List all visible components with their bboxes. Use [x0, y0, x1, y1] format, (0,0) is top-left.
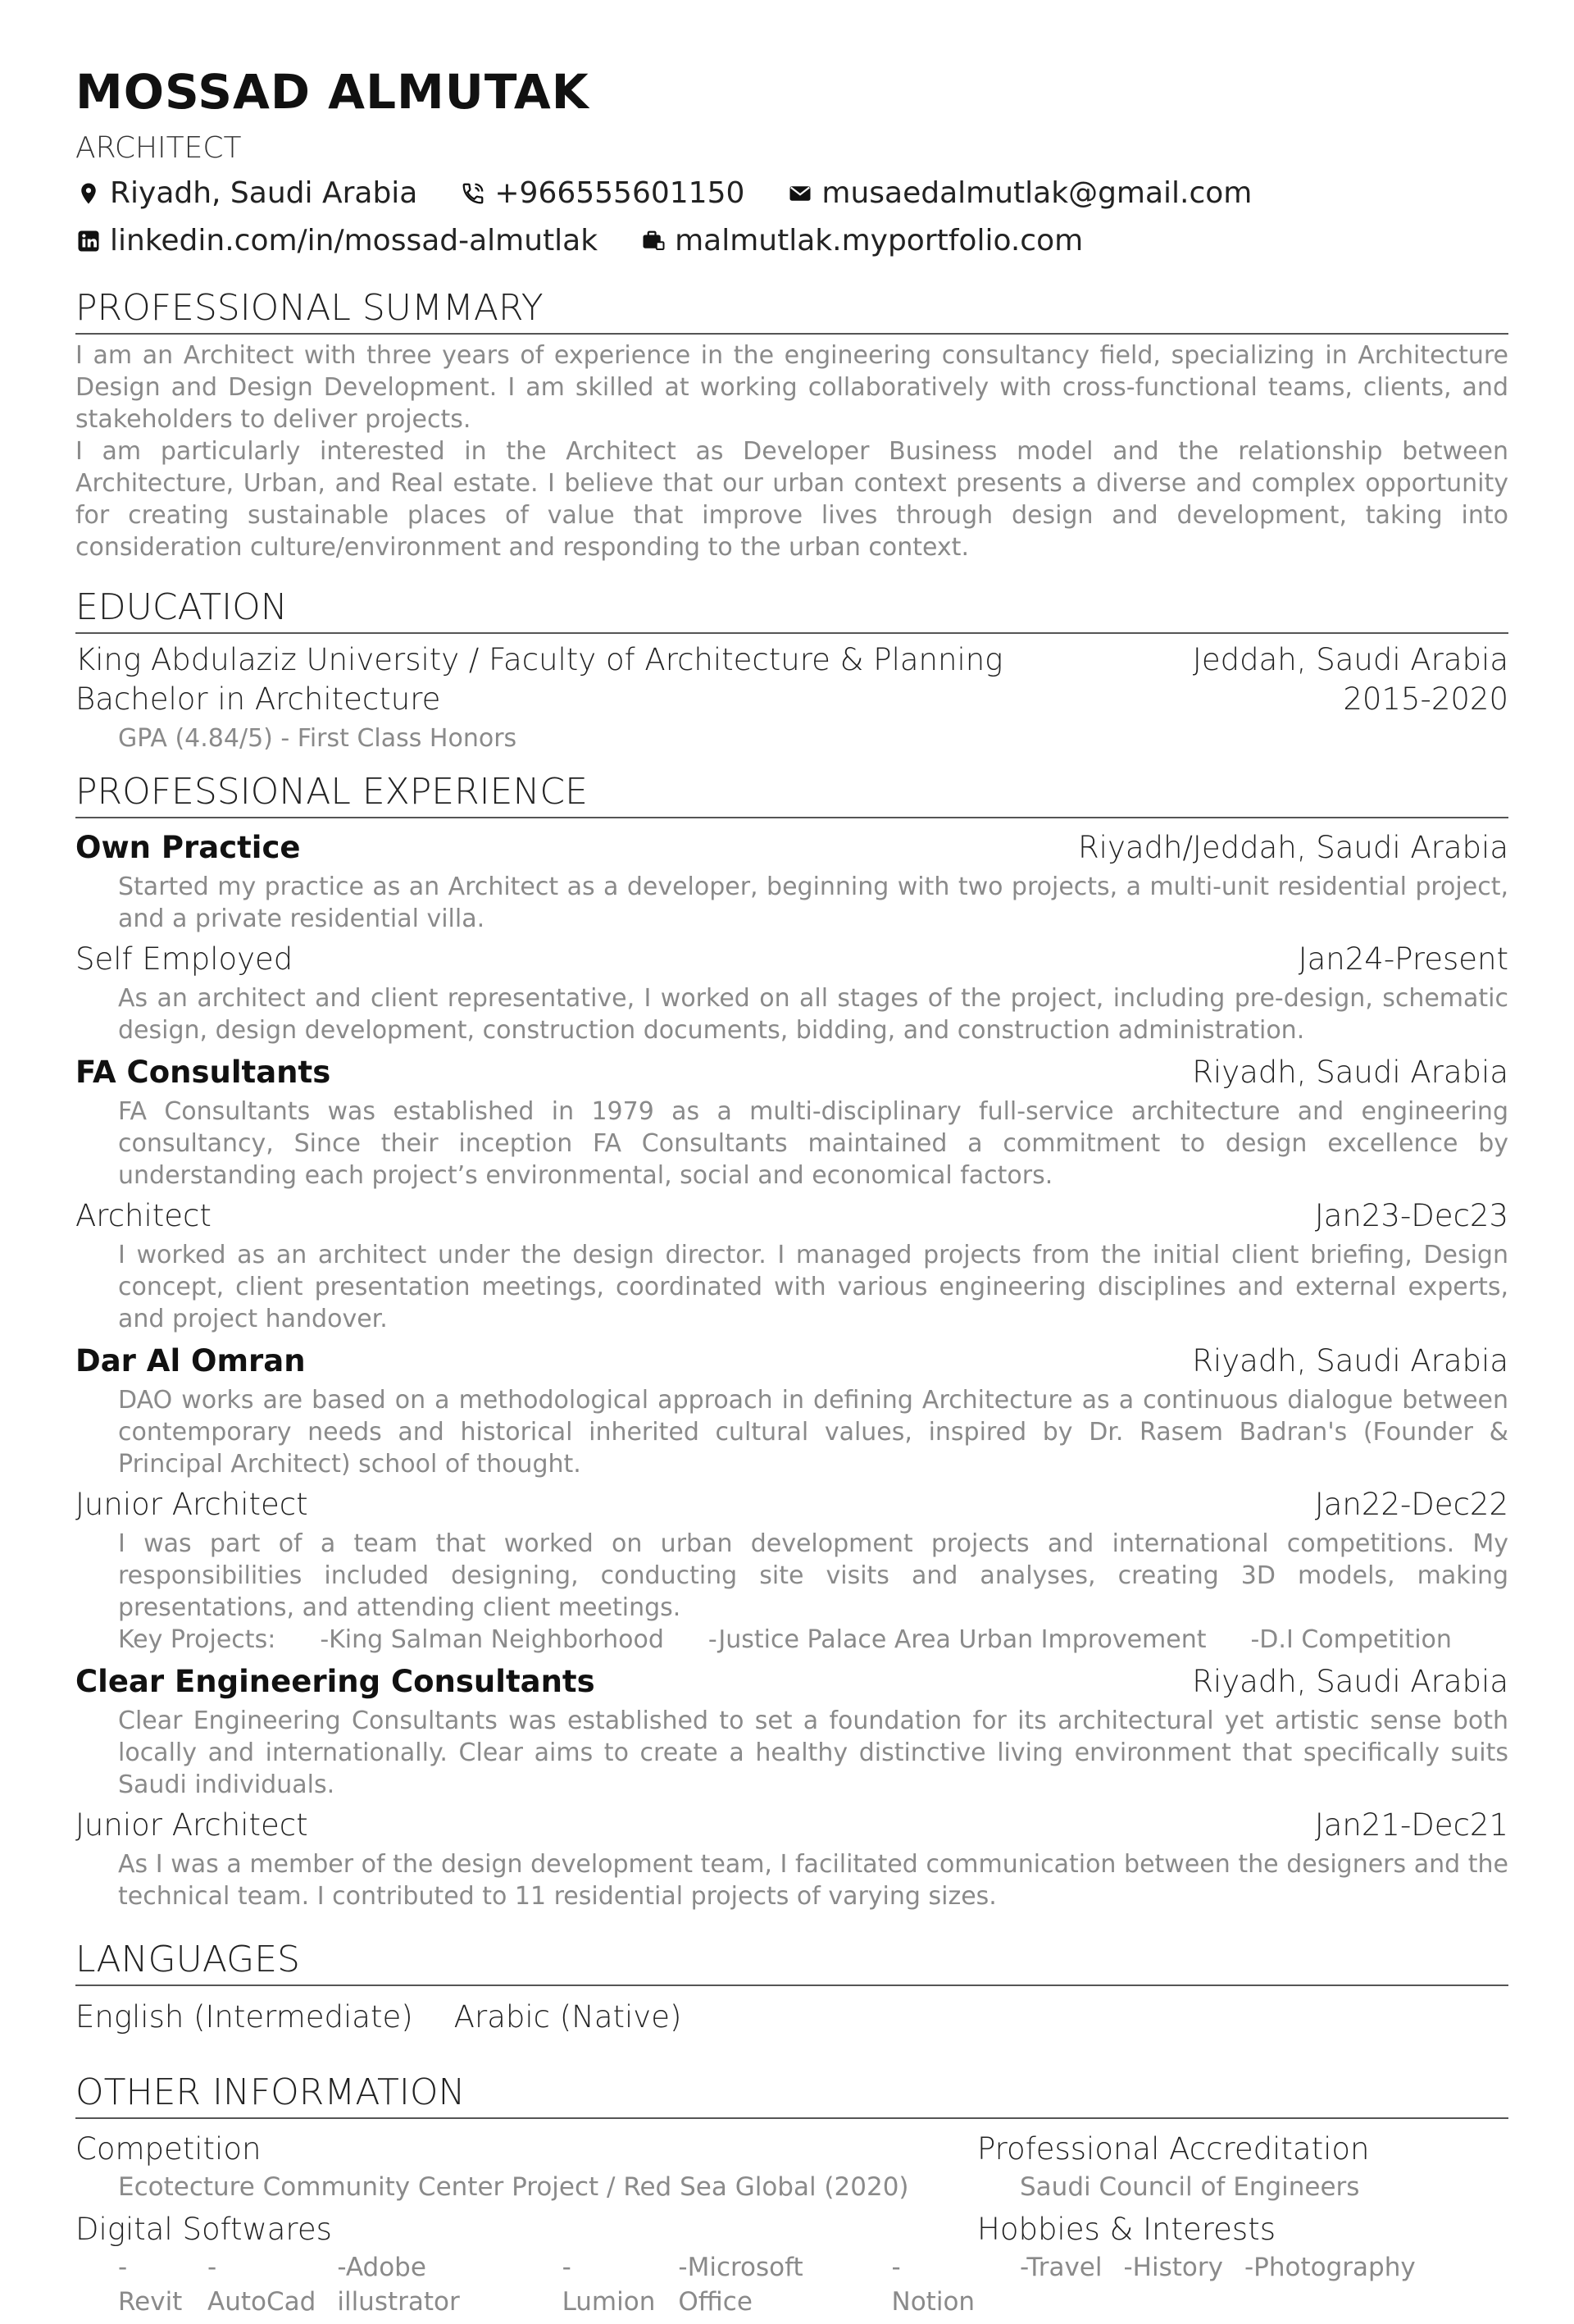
- job-entry: [75, 1342, 1508, 1656]
- map-pin-icon: [75, 180, 102, 207]
- candidate-title: ARCHITECT: [75, 131, 242, 165]
- software-item: -Revit: [118, 2253, 183, 2317]
- job-role: Architect: [75, 1198, 212, 1233]
- key-projects-label: Key Projects:: [118, 1625, 276, 1654]
- other-info-section: [75, 2070, 1508, 2324]
- job-location: Riyadh, Saudi Arabia: [1192, 1664, 1508, 1699]
- job-company: Own Practice: [75, 830, 301, 865]
- contact-row-2: [75, 218, 1508, 264]
- key-projects: [118, 1624, 1508, 1656]
- hobbies-list: [1020, 2250, 1508, 2285]
- job-company-desc: Started my practice as an Architect as a developer, beginning with two projects, a multi-unit residential project, and a private residential villa.: [118, 873, 1508, 933]
- accreditation-block: [977, 2129, 1508, 2204]
- job-company-desc: Clear Engineering Consultants was established to set a foundation for its architectural yet artistic sense both locally and internationally. Clear aims to create a healthy distinctive living environment that specifically suits Saudi individuals.: [118, 1707, 1508, 1799]
- contact-location: [75, 171, 417, 216]
- job-entry: [75, 1662, 1508, 1912]
- job-location: Riyadh/Jeddah, Saudi Arabia: [1077, 830, 1508, 865]
- accreditation-value: Saudi Council of Engineers: [1020, 2172, 1360, 2202]
- summary-paragraph-1: I am an Architect with three years of experience in the engineering consultancy field, specializing in Architecture Design and Design Development. I am skilled at working collaboratively with cross-functional teams, clients, and stakeholders to deliver projects.: [75, 341, 1508, 434]
- competition-value: Ecotecture Community Center Project / Red Sea Global (2020): [118, 2172, 909, 2202]
- degree-years: 2015-2020: [1343, 681, 1508, 717]
- job-role-row: [75, 940, 1508, 979]
- linkedin-text: linkedin.com/in/mossad-almutlak: [110, 224, 598, 257]
- job-location: Riyadh, Saudi Arabia: [1192, 1343, 1508, 1378]
- competition-block: [75, 2129, 977, 2204]
- job-company: FA Consultants: [75, 1055, 331, 1090]
- other-info-heading: OTHER INFORMATION: [75, 2070, 1508, 2119]
- job-company-desc: FA Consultants was established in 1979 as a multi-disciplinary full-service architecture and engineering consultancy, Since their inception FA Consultants maintained a commitment to design excellence by understanding each project’s environmental, social and economical factors.: [118, 1097, 1508, 1190]
- job-role-desc: I was part of a team that worked on urban development projects and international competitions. My responsibilities included designing, conducting site visits and analyses, creating 3D models, making presentations, and attending client meetings.: [118, 1529, 1508, 1622]
- job-company: Dar Al Omran: [75, 1343, 306, 1378]
- gpa-text: GPA (4.84/5) - First Class Honors: [118, 724, 517, 753]
- job-location: Riyadh, Saudi Arabia: [1192, 1055, 1508, 1090]
- hobby-item: -History: [1123, 2253, 1223, 2282]
- languages-list: [75, 1994, 1508, 2040]
- portfolio-icon: [640, 228, 666, 254]
- languages-section: [75, 1937, 1508, 2040]
- job-company-row: [75, 1053, 1508, 1092]
- hobbies-block: [977, 2209, 1508, 2319]
- contact-linkedin[interactable]: [75, 218, 598, 264]
- degree-name: Bachelor in Architecture: [75, 681, 441, 717]
- other-info-grid: [75, 2129, 1508, 2324]
- location-text: Riyadh, Saudi Arabia: [110, 176, 418, 210]
- summary-paragraph-2: I am particularly interested in the Architect as Developer Business model and the relationship between Architecture, Urban, and Real estate. I believe that our urban context presents a diverse and complex opportunity for creating sustainable places of value that improve lives through design and development, taking into consideration culture/environment and responding to the urban context.: [75, 437, 1508, 562]
- hobbies-label: Hobbies & Interests: [977, 2212, 1276, 2247]
- job-role: Junior Architect: [75, 1807, 308, 1843]
- experience-heading: PROFESSIONAL EXPERIENCE: [75, 769, 1508, 818]
- school-location: Jeddah, Saudi Arabia: [1192, 642, 1508, 677]
- software-block: [75, 2209, 977, 2319]
- software-item: -Adobe illustrator: [337, 2253, 460, 2317]
- job-role-desc: As I was a member of the design development team, I facilitated communication between the designers and the technical team. I contributed to 11 residential projects of varying sizes.: [118, 1850, 1508, 1911]
- education-heading: EDUCATION: [75, 585, 1508, 634]
- contact-phone[interactable]: [460, 171, 744, 216]
- resume-header: [75, 57, 1508, 264]
- job-entry: [75, 1053, 1508, 1335]
- summary-heading: PROFESSIONAL SUMMARY: [75, 285, 1508, 335]
- job-dates: Jan23-Dec23: [1314, 1198, 1508, 1233]
- software-item: -Lumion: [562, 2253, 656, 2317]
- phone-icon: [460, 180, 486, 207]
- job-entry: [75, 828, 1508, 1046]
- job-role: Self Employed: [75, 941, 293, 977]
- job-company-row: [75, 828, 1508, 868]
- linkedin-icon: [75, 228, 102, 254]
- software-item: -Microsoft Office: [678, 2253, 803, 2317]
- key-project-item: -Justice Palace Area Urban Improvement: [707, 1625, 1207, 1654]
- accreditation-label: Professional Accreditation: [977, 2131, 1370, 2167]
- languages-heading: LANGUAGES: [75, 1937, 1508, 1986]
- job-role-row: [75, 1806, 1508, 1845]
- job-dates: Jan21-Dec21: [1314, 1807, 1508, 1843]
- job-dates: Jan24-Present: [1298, 941, 1508, 977]
- job-role: Junior Architect: [75, 1487, 308, 1522]
- education-section: [75, 585, 1508, 754]
- job-role-desc: As an architect and client representative, I worked on all stages of the project, including pre-design, schematic design, design development, construction documents, bidding, and construction administration.: [118, 984, 1508, 1045]
- experience-section: [75, 769, 1508, 1912]
- competition-label: Competition: [75, 2131, 262, 2167]
- language-item: English (Intermediate): [75, 1999, 413, 2035]
- education-degree-row: [75, 680, 1508, 719]
- job-company-row: [75, 1342, 1508, 1381]
- job-role-row: [75, 1485, 1508, 1524]
- email-text: musaedalmutlak@gmail.com: [821, 176, 1253, 210]
- hobby-item: -Photography: [1244, 2253, 1416, 2282]
- software-list: [118, 2250, 977, 2319]
- job-company-row: [75, 1662, 1508, 1702]
- school-name: King Abdulaziz University / Faculty of Architecture & Planning: [75, 642, 1003, 677]
- resume-page: [75, 57, 1508, 2324]
- software-item: -Notion: [891, 2253, 976, 2317]
- job-company-desc: DAO works are based on a methodological approach in defining Architecture as a continuous dialogue between contemporary needs and historical inherited cultural values, inspired by Dr. Rasem Badran's (Founder & Principal Architect) school of thought.: [118, 1386, 1508, 1479]
- key-project-item: -D.I Competition: [1250, 1625, 1452, 1654]
- job-role-row: [75, 1196, 1508, 1236]
- portfolio-text: malmutlak.myportfolio.com: [675, 224, 1084, 257]
- job-company: Clear Engineering Consultants: [75, 1664, 595, 1699]
- contact-email[interactable]: [787, 171, 1252, 216]
- phone-text: +966555601150: [494, 176, 745, 210]
- key-project-item: -King Salman Neighborhood: [320, 1625, 664, 1654]
- education-school-row: [75, 640, 1508, 680]
- summary-section: [75, 285, 1508, 563]
- language-item: Arabic (Native): [453, 1999, 682, 2035]
- candidate-name: MOSSAD ALMUTAK: [75, 64, 589, 120]
- software-item: -AutoCad: [207, 2253, 316, 2317]
- hobby-item: -Travel: [1020, 2253, 1103, 2282]
- contact-row-1: [75, 171, 1508, 216]
- job-dates: Jan22-Dec22: [1314, 1487, 1508, 1522]
- job-role-desc: I worked as an architect under the design director. I managed projects from the initial client briefing, Design concept, client presentation meetings, coordinated with various engineering disciplines and external experts, and project handover.: [118, 1241, 1508, 1333]
- contact-portfolio[interactable]: [640, 218, 1083, 264]
- envelope-icon: [787, 180, 813, 207]
- software-label: Digital Softwares: [75, 2212, 332, 2247]
